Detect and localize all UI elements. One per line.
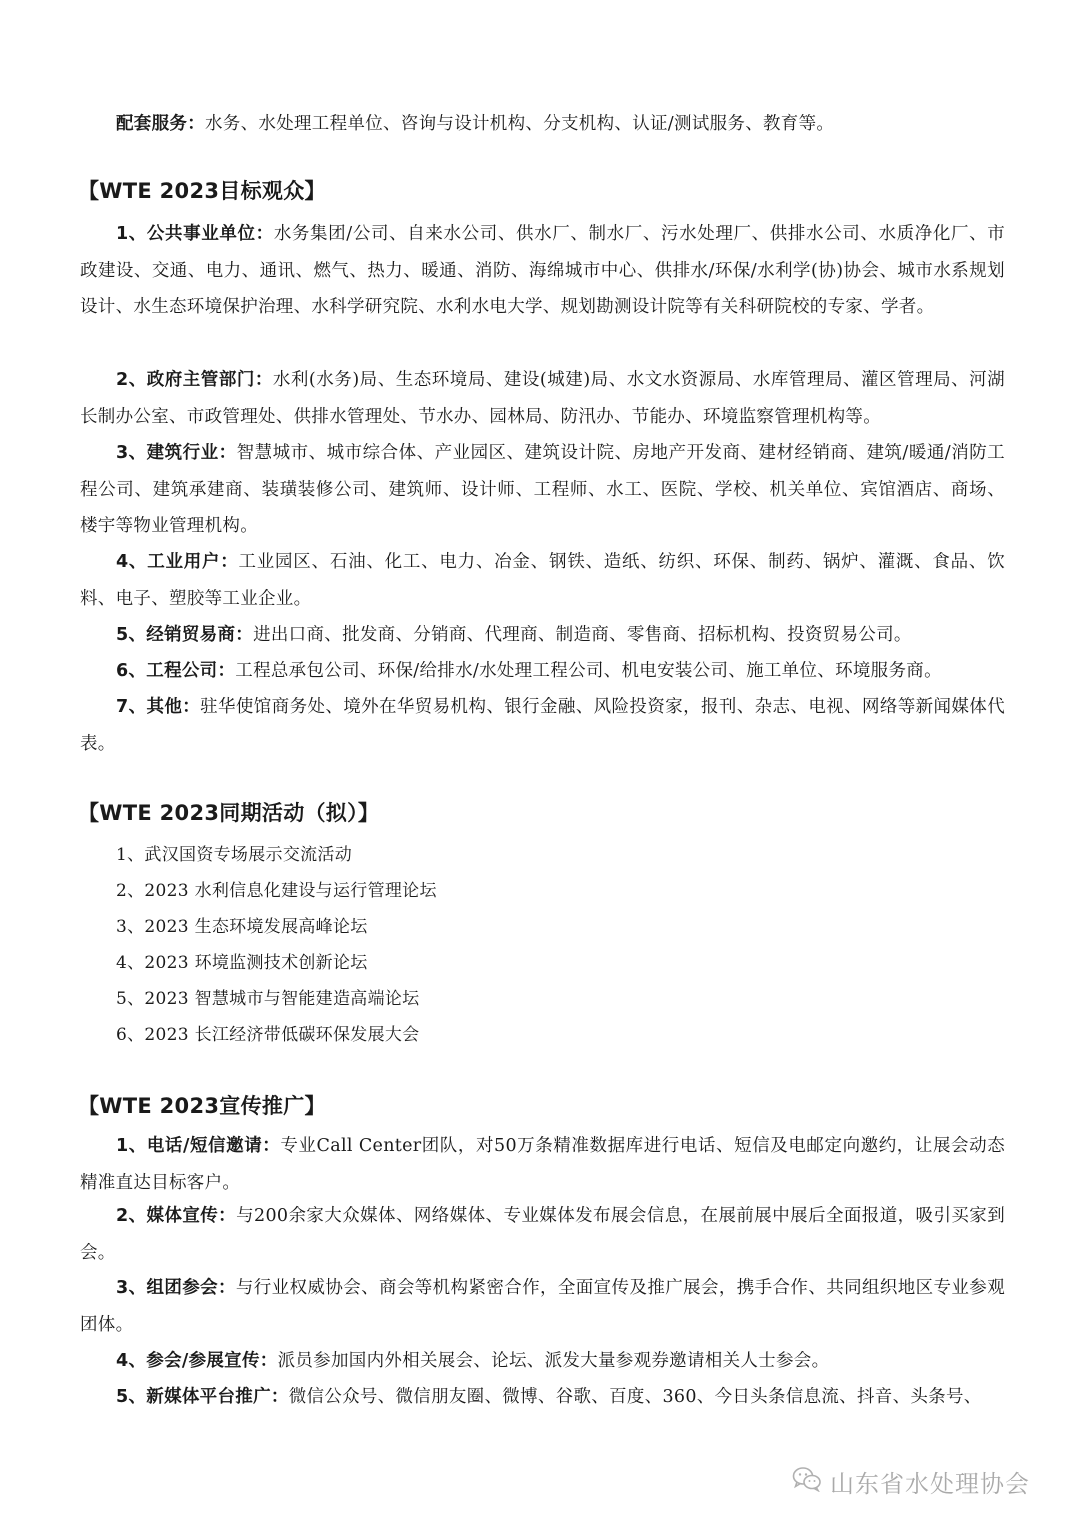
watermark — [792, 1464, 1030, 1499]
activity-item: 4、2023 环境监测技术创新论坛 — [116, 953, 368, 973]
paragraph-text: 水利(水务)局、生态环境局、建设(城建)局、水文水资源局、水库管理局、灌区管理局、河湖长制办公室、市政管理处、供排水管理处、节水办、园林局、防汛办、节能办、环境监察管理机构等。 — [80, 370, 1005, 427]
paragraph-text: 微信公众号、微信朋友圈、微博、谷歌、百度、360、今日头条信息流、抖音、头条号、 — [288, 1387, 982, 1407]
paragraph-label: 4、工业用户： — [116, 552, 239, 572]
audience-paragraph — [80, 216, 1005, 326]
wechat-icon — [792, 1466, 822, 1498]
section-heading-audience: 【WTE 2023目标观众】 — [78, 179, 326, 203]
activity-item: 6、2023 长江经济带低碳环保发展大会 — [116, 1025, 420, 1045]
paragraph-text: 与行业权威协会、商会等机构紧密合作，全面宣传及推广展会，携手合作、共同组织地区专业参观团体。 — [80, 1278, 1005, 1335]
paragraph-label: 配套服务： — [116, 114, 205, 134]
paragraph-text: 智慧城市、城市综合体、产业园区、建筑设计院、房地产开发商、建材经销商、建筑/暖通/消防工程公司、建筑承建商、装璜装修公司、建筑师、设计师、工程师、水工、医院、学校、机关单位、宾馆酒店、商场、楼宇等物业管理机构。 — [80, 443, 1005, 536]
audience-paragraph — [80, 544, 1005, 617]
paragraph-text: 进出口商、批发商、分销商、代理商、制造商、零售商、招标机构、投资贸易公司。 — [253, 625, 912, 645]
paragraph-text: 与200余家大众媒体、网络媒体、专业媒体发布展会信息，在展前展中展后全面报道，吸引买家到会。 — [80, 1206, 1005, 1263]
paragraph-label: 4、参会/参展宣传： — [116, 1351, 278, 1371]
paragraph-label: 1、公共事业单位： — [116, 224, 274, 244]
paragraph-text: 工程总承包公司、环保/给排水/水处理工程公司、机电安装公司、施工单位、环境服务商。 — [235, 661, 942, 681]
promotion-paragraph — [80, 1270, 1005, 1343]
activity-item: 2、2023 水利信息化建设与运行管理论坛 — [116, 881, 437, 901]
promotion-paragraph — [80, 1198, 1005, 1271]
paragraph-text: 水务集团/公司、自来水公司、供水厂、制水厂、污水处理厂、供排水公司、水质净化厂、市政建设、交通、电力、通讯、燃气、热力、暖通、消防、海绵城市中心、供排水/环保/水利学(协)协会、城市水系规划设计、水生态环境保护治理、水科学研究院、水利水电大学、规划勘测设计院等有关科研院校的专家、学者。 — [80, 224, 1005, 317]
paragraph-text: 专业Call Center团队，对50万条精准数据库进行电话、短信及电邮定向邀约，让展会动态精准直达目标客户。 — [80, 1136, 1005, 1193]
paragraph-label: 3、建筑行业： — [116, 443, 237, 463]
paragraph-label: 6、工程公司： — [116, 661, 236, 681]
activity-item: 1、武汉国资专场展示交流活动 — [116, 845, 353, 865]
section-heading-promotion: 【WTE 2023宣传推广】 — [78, 1094, 326, 1118]
paragraph-text: 工业园区、石油、化工、电力、冶金、钢铁、造纸、纺织、环保、制药、锅炉、灌溉、食品、饮料、电子、塑胶等工业企业。 — [80, 552, 1005, 609]
watermark-text: 山东省水处理协会 — [830, 1470, 1030, 1498]
audience-paragraph — [80, 689, 1005, 762]
paragraph-label: 5、新媒体平台推广： — [116, 1387, 289, 1407]
paragraph-text: 驻华使馆商务处、境外在华贸易机构、银行金融、风险投资家，报刊、杂志、电视、网络等新闻媒体代表。 — [80, 697, 1005, 754]
paragraph-label: 2、政府主管部门： — [116, 370, 273, 390]
promotion-paragraph — [80, 1379, 1005, 1416]
audience-paragraph — [80, 435, 1005, 545]
paragraph-label: 1、电话/短信邀请： — [116, 1136, 281, 1156]
section-heading-activities: 【WTE 2023同期活动（拟）】 — [78, 801, 380, 825]
promotion-paragraph — [80, 1343, 1005, 1380]
activity-item: 5、2023 智慧城市与智能建造高端论坛 — [116, 989, 420, 1009]
audience-paragraph — [80, 362, 1005, 435]
paragraph-label: 7、其他： — [116, 697, 201, 717]
paragraph-text: 水务、水处理工程单位、咨询与设计机构、分支机构、认证/测试服务、教育等。 — [205, 114, 835, 134]
activity-item: 3、2023 生态环境发展高峰论坛 — [116, 917, 368, 937]
audience-paragraph — [80, 617, 1005, 654]
audience-paragraph — [80, 653, 1005, 690]
paragraph-label: 2、媒体宣传： — [116, 1206, 237, 1226]
promotion-paragraph — [80, 1128, 1005, 1201]
service-paragraph — [80, 106, 1005, 143]
paragraph-label: 3、组团参会： — [116, 1278, 236, 1298]
paragraph-text: 派员参加国内外相关展会、论坛、派发大量参观券邀请相关人士参会。 — [277, 1351, 830, 1371]
paragraph-label: 5、经销贸易商： — [116, 625, 254, 645]
